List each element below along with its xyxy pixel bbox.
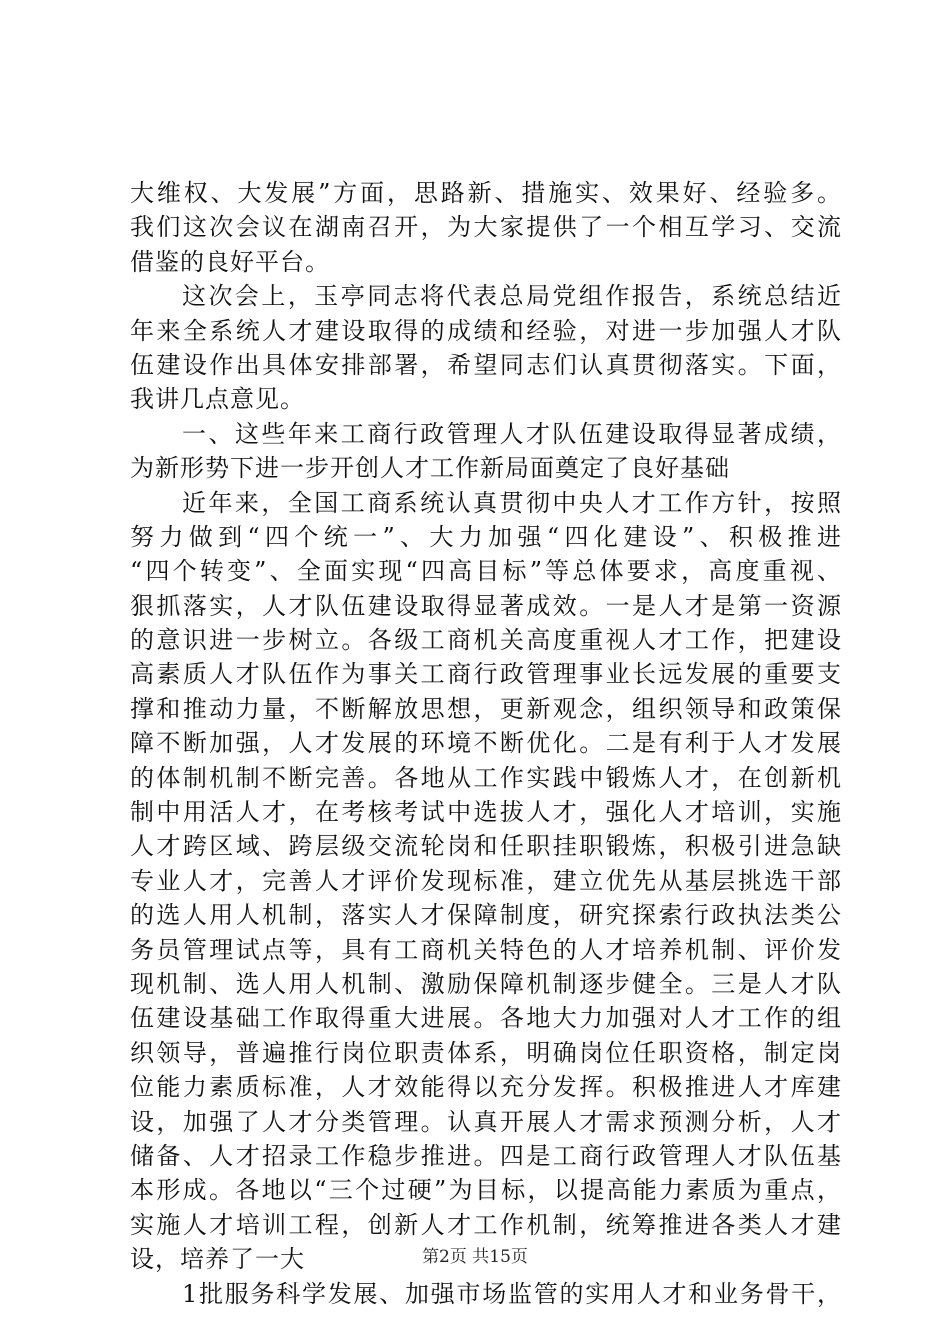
text-line: 现机制、选人用人机制、激励保障机制逐步健全。三是人才队	[130, 969, 842, 998]
text-line: 制中用活人才，在考核考试中选拔人才，强化人才培训，实施	[130, 798, 842, 827]
text-line: 高素质人才队伍作为事关工商行政管理事业长远发展的重要支	[130, 660, 842, 689]
text-line: 本形成。各地以“三个过硬”为目标，以提高能力素质为重点，	[130, 1176, 842, 1205]
text-line: 人才跨区域、跨层级交流轮岗和任职挂职锻炼，积极引进急缺	[130, 832, 842, 861]
paragraph-first-line: 1批服务科学发展、加强市场监管的实用人才和业务骨干，	[182, 1279, 842, 1308]
text-line: 伍建设基础工作取得重大进展。各地大力加强对人才工作的组	[130, 1004, 842, 1033]
text-line: 努力做到“四个统一”、大力加强“四化建设”、积极推进	[130, 522, 842, 551]
text-line: 障不断加强，人才发展的环境不断优化。二是有利于人才发展	[130, 729, 842, 758]
text-line: 务员管理试点等，具有工商机关特色的人才培养机制、评价发	[130, 935, 842, 964]
paragraph-first-line: 这次会上，玉亭同志将代表总局党组作报告，系统总结近	[182, 282, 842, 311]
text-line: 设，培养了一大	[130, 1245, 305, 1274]
text-line: 的体制机制不断完善。各地从工作实践中锻炼人才，在创新机	[130, 763, 842, 792]
section-heading-line: 为新形势下进一步开创人才工作新局面奠定了良好基础	[130, 454, 730, 483]
text-line: 伍建设作出具体安排部署，希望同志们认真贯彻落实。下面，	[130, 350, 842, 379]
text-line: 织领导，普遍推行岗位职责体系，明确岗位任职资格，制定岗	[130, 1038, 842, 1067]
text-line: 借鉴的良好平台。	[130, 247, 330, 276]
text-line: 我们这次会议在湖南召开，为大家提供了一个相互学习、交流	[130, 213, 842, 242]
text-line: 大维权、大发展”方面，思路新、措施实、效果好、经验多。	[130, 179, 842, 207]
text-line: 位能力素质标准，人才效能得以充分发挥。积极推进人才库建	[130, 1073, 842, 1102]
document-body	[130, 176, 842, 1311]
text-line: 撑和推动力量，不断解放思想，更新观念，组织领导和政策保	[130, 694, 842, 723]
text-line: 我讲几点意见。	[130, 385, 305, 414]
text-line: 专业人才，完善人才评价发现标准，建立优先从基层挑选干部	[130, 866, 842, 895]
text-line: 狠抓落实，人才队伍建设取得显著成效。一是人才是第一资源	[130, 591, 842, 620]
page-footer: 第2页 共15页	[422, 1247, 528, 1267]
text-line: 储备、人才招录工作稳步推进。四是工商行政管理人才队伍基	[130, 1141, 842, 1170]
text-line: “四个转变”、全面实现“四高目标”等总体要求，高度重视、	[130, 557, 842, 586]
text-line: 的选人用人机制，落实人才保障制度，研究探索行政执法类公	[130, 901, 842, 930]
paragraph-first-line: 近年来，全国工商系统认真贯彻中央人才工作方针，按照	[182, 488, 842, 517]
text-line: 设，加强了人才分类管理。认真开展人才需求预测分析，人才	[130, 1107, 842, 1136]
text-line: 的意识进一步树立。各级工商机关高度重视人才工作，把建设	[130, 626, 842, 655]
text-line: 实施人才培训工程，创新人才工作机制，统筹推进各类人才建	[130, 1210, 842, 1239]
text-line: 年来全系统人才建设取得的成绩和经验，对进一步加强人才队	[130, 316, 842, 345]
section-heading-line: 一、这些年来工商行政管理人才队伍建设取得显著成绩，	[182, 419, 842, 448]
